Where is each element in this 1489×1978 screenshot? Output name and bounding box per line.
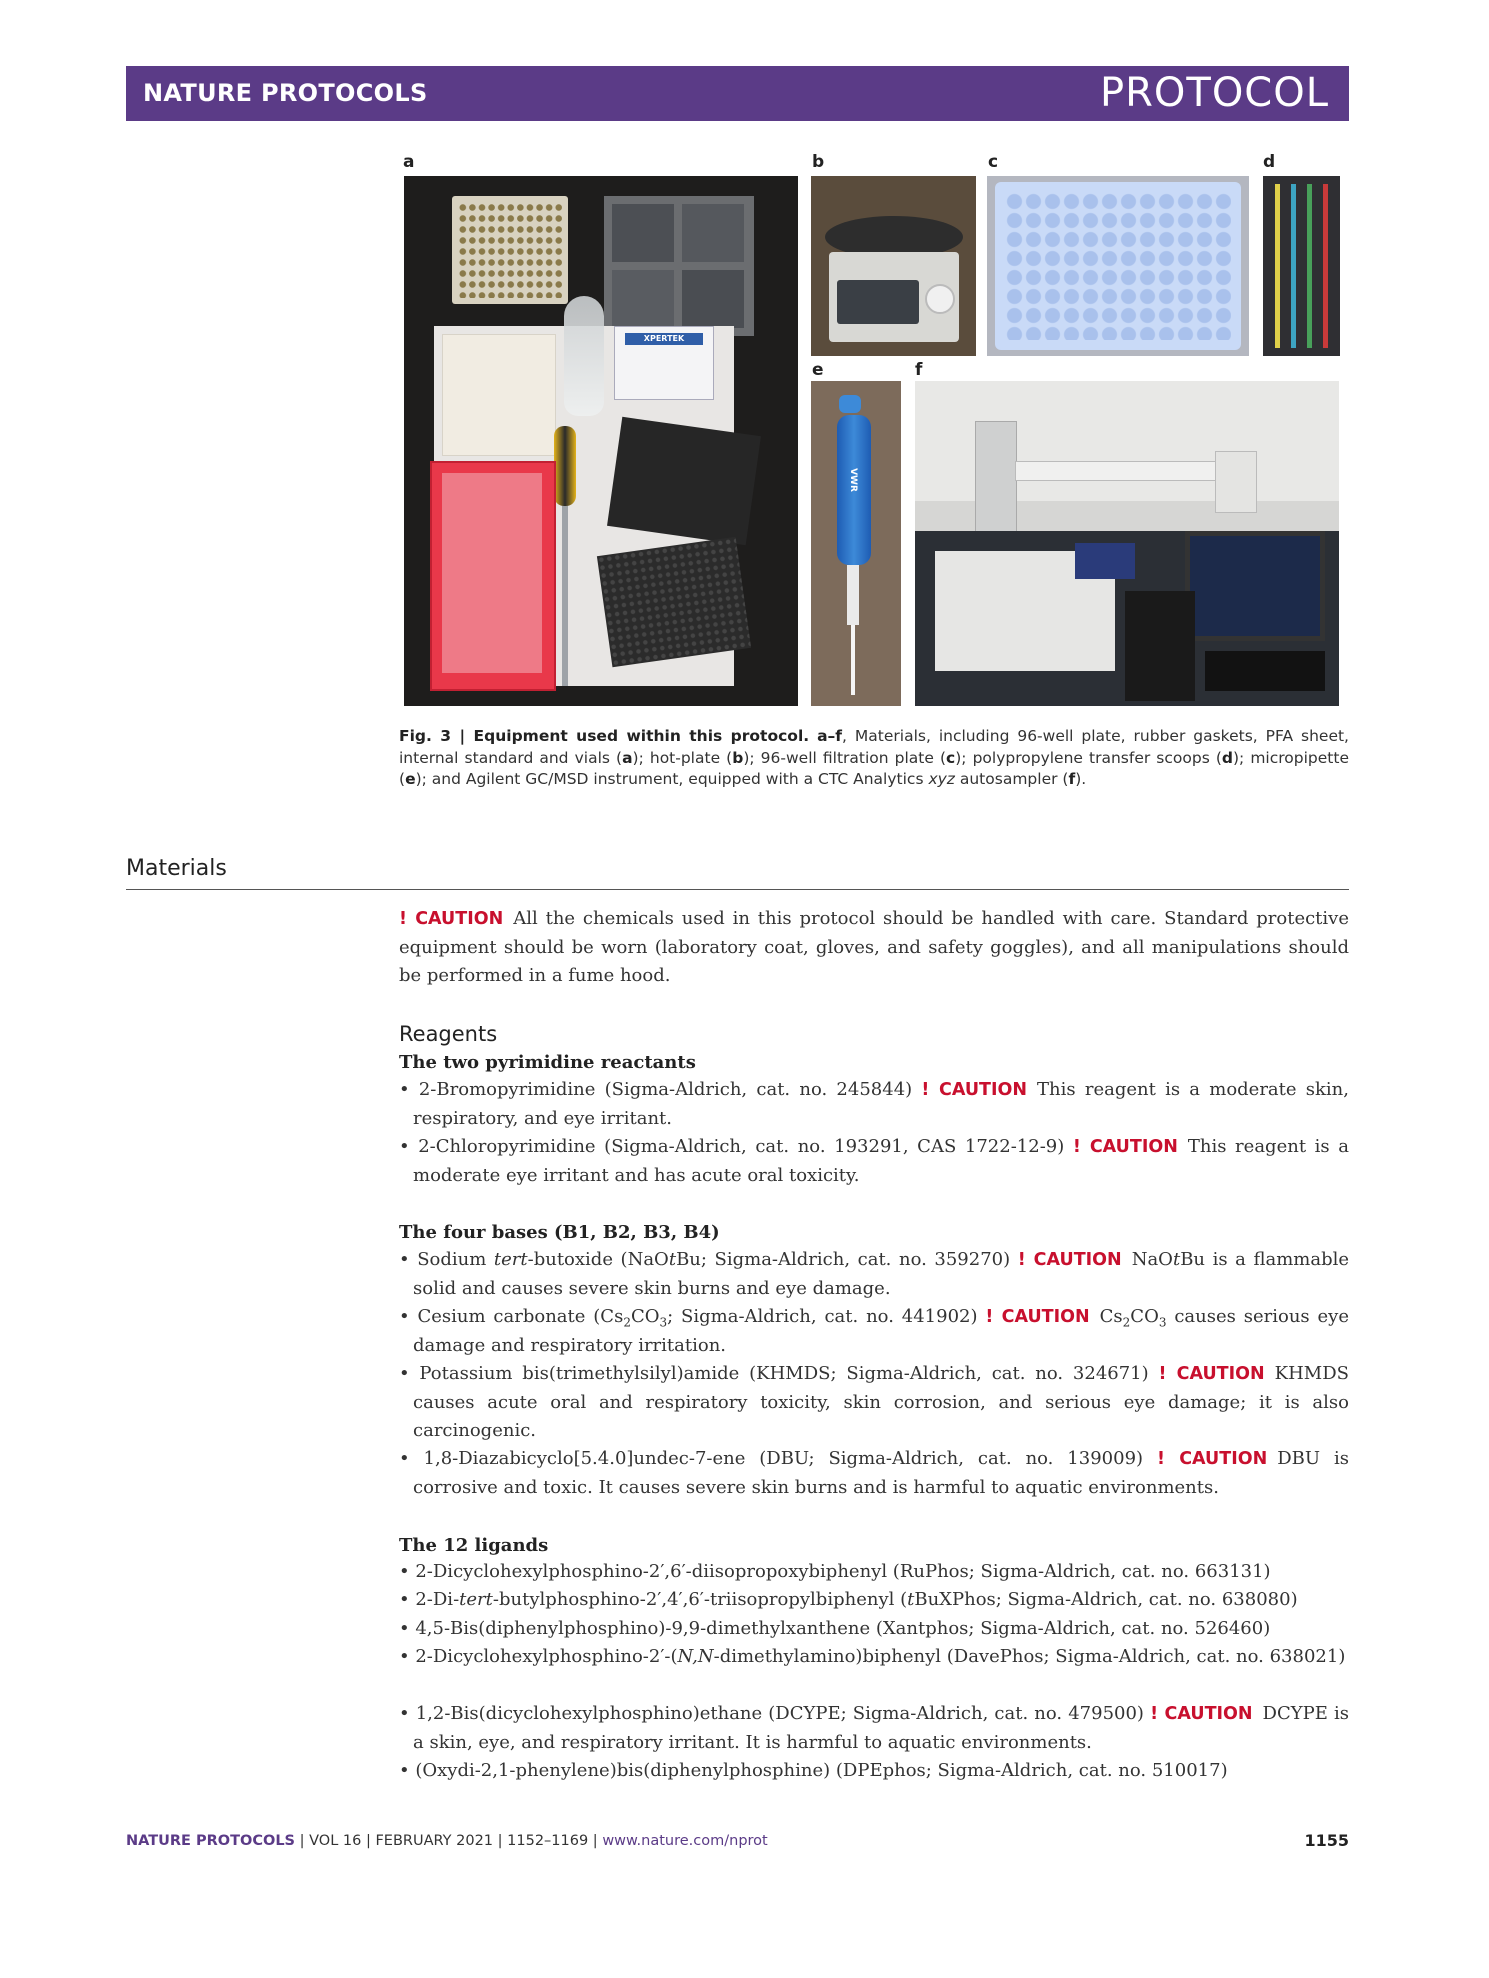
hot-plate-body-image — [829, 252, 959, 342]
item-text: tert — [493, 1249, 528, 1270]
reagents-heading: Reagents — [399, 1022, 498, 1046]
panel-letter-a: a — [403, 152, 415, 172]
item-text: ; Sigma-Aldrich, cat. no. 441902) — [667, 1306, 978, 1327]
photo-micropipette — [811, 381, 901, 706]
vial-box-image — [430, 461, 556, 691]
caption-text: ); 96-well filtration plate ( — [743, 748, 947, 767]
footer-pages: 1152–1169 — [507, 1833, 589, 1849]
list-item: • 2-Chloropyrimidine (Sigma-Aldrich, cat. no. 193291, CAS 1722-12-9) ! CAUTION This reagent is a moderate eye irritant and has acute oral toxicity. — [399, 1136, 1349, 1186]
xpertek-box-image — [614, 326, 714, 400]
caption-text: ); polypropylene transfer scoops ( — [955, 748, 1222, 767]
materials-heading: Materials — [126, 856, 227, 881]
caption-ref-d: d — [1221, 748, 1233, 767]
item-text: CO — [1130, 1306, 1159, 1327]
caption-ref-e: e — [405, 770, 416, 788]
rubber-gasket-2-image — [597, 537, 751, 667]
list-item: • 2-Dicyclohexylphosphino-2′,6′-diisopropoxybiphenyl (RuPhos; Sigma-Aldrich, cat. no. 663131) — [399, 1561, 1271, 1582]
list-item: • Sodium tert-butoxide (NaOtBu; Sigma-Aldrich, cat. no. 359270) ! CAUTION NaOtBu is a flammable solid and causes severe skin burns and eye damage. — [399, 1249, 1350, 1299]
footer-journal: NATURE PROTOCOLS — [126, 1833, 296, 1849]
pipette-tip-image — [851, 625, 855, 695]
item-text: Potassium bis(trimethylsilyl)amide (KHMDS; Sigma-Aldrich, cat. no. 324671) — [419, 1363, 1149, 1384]
caution-label: ! CAUTION — [1150, 1704, 1253, 1724]
list-item: • 2-Bromopyrimidine (Sigma-Aldrich, cat. no. 245844) ! CAUTION This reagent is a moderate skin, respiratory, and eye irritant. — [399, 1079, 1349, 1129]
metal-plates-image — [604, 196, 754, 336]
caption-xyz: xyz — [928, 770, 955, 788]
footer: NATURE PROTOCOLS | VOL 16 | FEBRUARY 2021 | 1152–1169 | www.nature.com/nprot — [126, 1833, 768, 1849]
list-item: • 2-Di-tert-butylphosphino-2′,4′,6′-triisopropylbiphenyl (tBuXPhos; Sigma-Aldrich, cat. no. 638080) — [399, 1589, 1298, 1610]
pipette-body-image — [837, 415, 871, 565]
journal-name: NATURE PROTOCOLS — [143, 79, 428, 107]
caution-label: ! CAUTION — [399, 909, 504, 929]
item-text: Cesium carbonate (Cs — [417, 1306, 624, 1327]
msd-unit-image — [1125, 591, 1195, 701]
panel-letter-f: f — [915, 360, 923, 380]
item-text: t — [907, 1589, 915, 1610]
panel-letter-c: c — [988, 152, 999, 172]
item-text: (Oxydi-2,1-phenylene)bis(diphenylphosphine) (DPEphos; Sigma-Aldrich, cat. no. 510017) — [415, 1760, 1228, 1781]
list-item: • 1,8-Diazabicyclo[5.4.0]undec-7-ene (DBU; Sigma-Aldrich, cat. no. 139009) ! CAUTION DBU is corrosive and toxic. It causes severe skin burns and is harmful to aquatic environments. — [399, 1448, 1349, 1498]
caption-ref-c: c — [946, 748, 956, 767]
pyrimidines-title: The two pyrimidine reactants — [399, 1052, 696, 1073]
list-item: • Potassium bis(trimethylsilyl)amide (KHMDS; Sigma-Aldrich, cat. no. 324671) ! CAUTION KHMDS causes acute oral and respiratory toxicity, skin corrosion, and serious eye damage; it is also carcinogenic. — [399, 1363, 1349, 1441]
scoop-green-image — [1307, 184, 1312, 348]
item-text: -butoxide (NaO — [527, 1249, 669, 1270]
caption-text: ); hot-plate ( — [632, 748, 733, 767]
item-text: This reagent is a moderate skin, respiratory, and eye irritant. — [413, 1079, 1349, 1129]
caption-ref-a: a — [622, 748, 633, 767]
well-plate-image — [452, 196, 568, 304]
list-item: • (Oxydi-2,1-phenylene)bis(diphenylphosphine) (DPEphos; Sigma-Aldrich, cat. no. 510017) — [399, 1760, 1228, 1781]
item-text: BuXPhos; Sigma-Aldrich, cat. no. 638080) — [914, 1589, 1298, 1610]
monitor-image — [1185, 531, 1325, 641]
caution-intro — [399, 905, 1349, 991]
rubber-gasket-image — [607, 417, 761, 545]
scoop-blue-image — [1291, 184, 1296, 348]
sample-tray-image — [1075, 543, 1135, 579]
item-text: t — [1172, 1249, 1181, 1270]
list-item: • 4,5-Bis(diphenylphosphino)-9,9-dimethylxanthene (Xantphos; Sigma-Aldrich, cat. no. 526460) — [399, 1618, 1271, 1639]
subscript: 2 — [623, 1315, 631, 1330]
flask-image — [564, 296, 604, 416]
item-text: 4,5-Bis(diphenylphosphino)-9,9-dimethylxanthene (Xantphos; Sigma-Aldrich, cat. no. 526460) — [415, 1618, 1271, 1639]
list-item: • Cesium carbonate ($Cs_2CO_3$; Sigma-Aldrich, cat. no. 441902) ! CAUTION $Cs_2CO_3$ causes serious eye damage and respiratory irritation. — [399, 1306, 1349, 1356]
list-item: • 2-Dicyclohexylphosphino-2′-(N,N-dimethylamino)biphenyl (DavePhos; Sigma-Aldrich, cat. no. 638021) — [399, 1646, 1346, 1667]
item-text: Sodium — [417, 1249, 494, 1270]
screwdriver-handle-image — [554, 426, 576, 506]
screwdriver-shaft-image — [562, 506, 568, 686]
caption-ref-b: b — [732, 748, 744, 767]
item-text: Cs — [1099, 1306, 1123, 1327]
photo-hot-plate — [811, 176, 976, 356]
item-text: KHMDS causes acute oral and respiratory toxicity, skin corrosion, and serious eye damage; it is also carcinogenic. — [413, 1363, 1349, 1441]
intro-text: All the chemicals used in this protocol should be handled with care. Standard protective equipment should be worn (laboratory coat, gloves, and safety goggles), and all manipulations should be performed in a fume hood. — [399, 908, 1349, 986]
footer-url[interactable]: www.nature.com/nprot — [602, 1833, 768, 1849]
item-text: tert — [459, 1589, 493, 1610]
item-text: t — [668, 1249, 677, 1270]
item-text: 2-Di- — [415, 1589, 460, 1610]
item-text: 1,8-Diazabicyclo[5.4.0]undec-7-ene (DBU; Sigma-Aldrich, cat. no. 139009) — [423, 1448, 1144, 1469]
keyboard-image — [1205, 651, 1325, 691]
item-text: DCYPE is a skin, eye, and respiratory irritant. It is harmful to aquatic environments. — [413, 1703, 1349, 1753]
item-text: 2-Chloropyrimidine (Sigma-Aldrich, cat. no. 193291, CAS 1722-12-9) — [418, 1136, 1065, 1157]
pfa-sheet-image — [442, 334, 556, 456]
filtration-plate-image — [995, 182, 1241, 350]
photo-transfer-scoops — [1263, 176, 1340, 356]
caption-text: autosampler ( — [954, 770, 1069, 788]
item-text: 2-Bromopyrimidine (Sigma-Aldrich, cat. no. 245844) — [418, 1079, 913, 1100]
caution-label: ! CAUTION — [1072, 1137, 1178, 1157]
section-name: PROTOCOL — [1099, 70, 1329, 116]
item-text: 2-Dicyclohexylphosphino-2′,6′-diisopropoxybiphenyl (RuPhos; Sigma-Aldrich, cat. no. 663131) — [415, 1561, 1271, 1582]
figure-caption — [399, 726, 1349, 791]
subscript: 3 — [1158, 1315, 1167, 1330]
caption-text: , Materials, including 96-well plate, rubber gaskets, PFA sheet, internal standard and vials ( — [399, 727, 1349, 767]
caution-label: ! CAUTION — [921, 1080, 1028, 1100]
panel-letter-b: b — [812, 152, 825, 172]
section-divider — [126, 889, 1349, 890]
item-text: DBU is corrosive and toxic. It causes severe skin burns and is harmful to aquatic environments. — [413, 1448, 1349, 1498]
caption-ref-f: f — [1068, 770, 1076, 788]
item-text: Bu; Sigma-Aldrich, cat. no. 359270) — [676, 1249, 1011, 1270]
autosampler-arm-image — [975, 421, 1017, 533]
panel-letter-d: d — [1263, 152, 1276, 172]
caution-label: ! CAUTION — [1156, 1449, 1268, 1469]
photo-filtration-plate — [987, 176, 1249, 356]
photo-materials — [404, 176, 798, 706]
item-text: CO — [630, 1306, 660, 1327]
caption-text: ); micropipette ( — [399, 748, 1349, 788]
caption-text: ). — [1075, 770, 1087, 788]
photo-gc-msd — [915, 381, 1339, 706]
footer-date: FEBRUARY 2021 — [375, 1833, 494, 1849]
item-text: Bu is a flammable solid and causes severe skin burns and eye damage. — [413, 1249, 1350, 1299]
caption-range: a–f — [817, 727, 843, 745]
footer-volume: VOL 16 — [309, 1833, 362, 1849]
item-text: 2-Dicyclohexylphosphino-2′-( — [415, 1646, 678, 1667]
item-text: 1,2-Bis(dicyclohexylphosphino)ethane (DCYPE; Sigma-Aldrich, cat. no. 479500) — [415, 1703, 1144, 1724]
subscript: 3 — [659, 1315, 668, 1330]
item-text: -butylphosphino-2′,4′,6′-triisopropylbiphenyl ( — [492, 1589, 908, 1610]
vwr-label: VWR — [847, 468, 858, 492]
scoop-yellow-image — [1275, 184, 1280, 348]
caption-text: ); and Agilent GC/MSD instrument, equipped with a CTC Analytics — [415, 770, 929, 788]
page-number: 1155 — [1304, 1831, 1349, 1850]
caution-label: ! CAUTION — [985, 1307, 1090, 1327]
item-text: -dimethylamino)biphenyl (DavePhos; Sigma-Aldrich, cat. no. 638021) — [713, 1646, 1346, 1667]
list-item: • 1,2-Bis(dicyclohexylphosphino)ethane (DCYPE; Sigma-Aldrich, cat. no. 479500) ! CAUTION DCYPE is a skin, eye, and respiratory irritant. It is harmful to aquatic environments. — [399, 1703, 1349, 1753]
panel-letter-e: e — [812, 360, 824, 380]
xpertek-label: XPERTEK — [625, 333, 703, 345]
subscript: 2 — [1122, 1315, 1131, 1330]
caution-label: ! CAUTION — [1158, 1364, 1265, 1384]
item-text: N,N — [677, 1646, 714, 1667]
item-text: This reagent is a moderate eye irritant and has acute oral toxicity. — [413, 1136, 1349, 1186]
bases-title: The four bases (B1, B2, B3, B4) — [399, 1222, 720, 1243]
caution-label: ! CAUTION — [1017, 1250, 1122, 1270]
caption-label: Fig. 3 | Equipment used within this protocol. — [399, 727, 810, 745]
item-text: NaO — [1131, 1249, 1173, 1270]
item-text: causes serious eye damage and respiratory irritation. — [413, 1306, 1349, 1356]
scoop-red-image — [1323, 184, 1328, 348]
ligands-title: The 12 ligands — [399, 1535, 549, 1556]
